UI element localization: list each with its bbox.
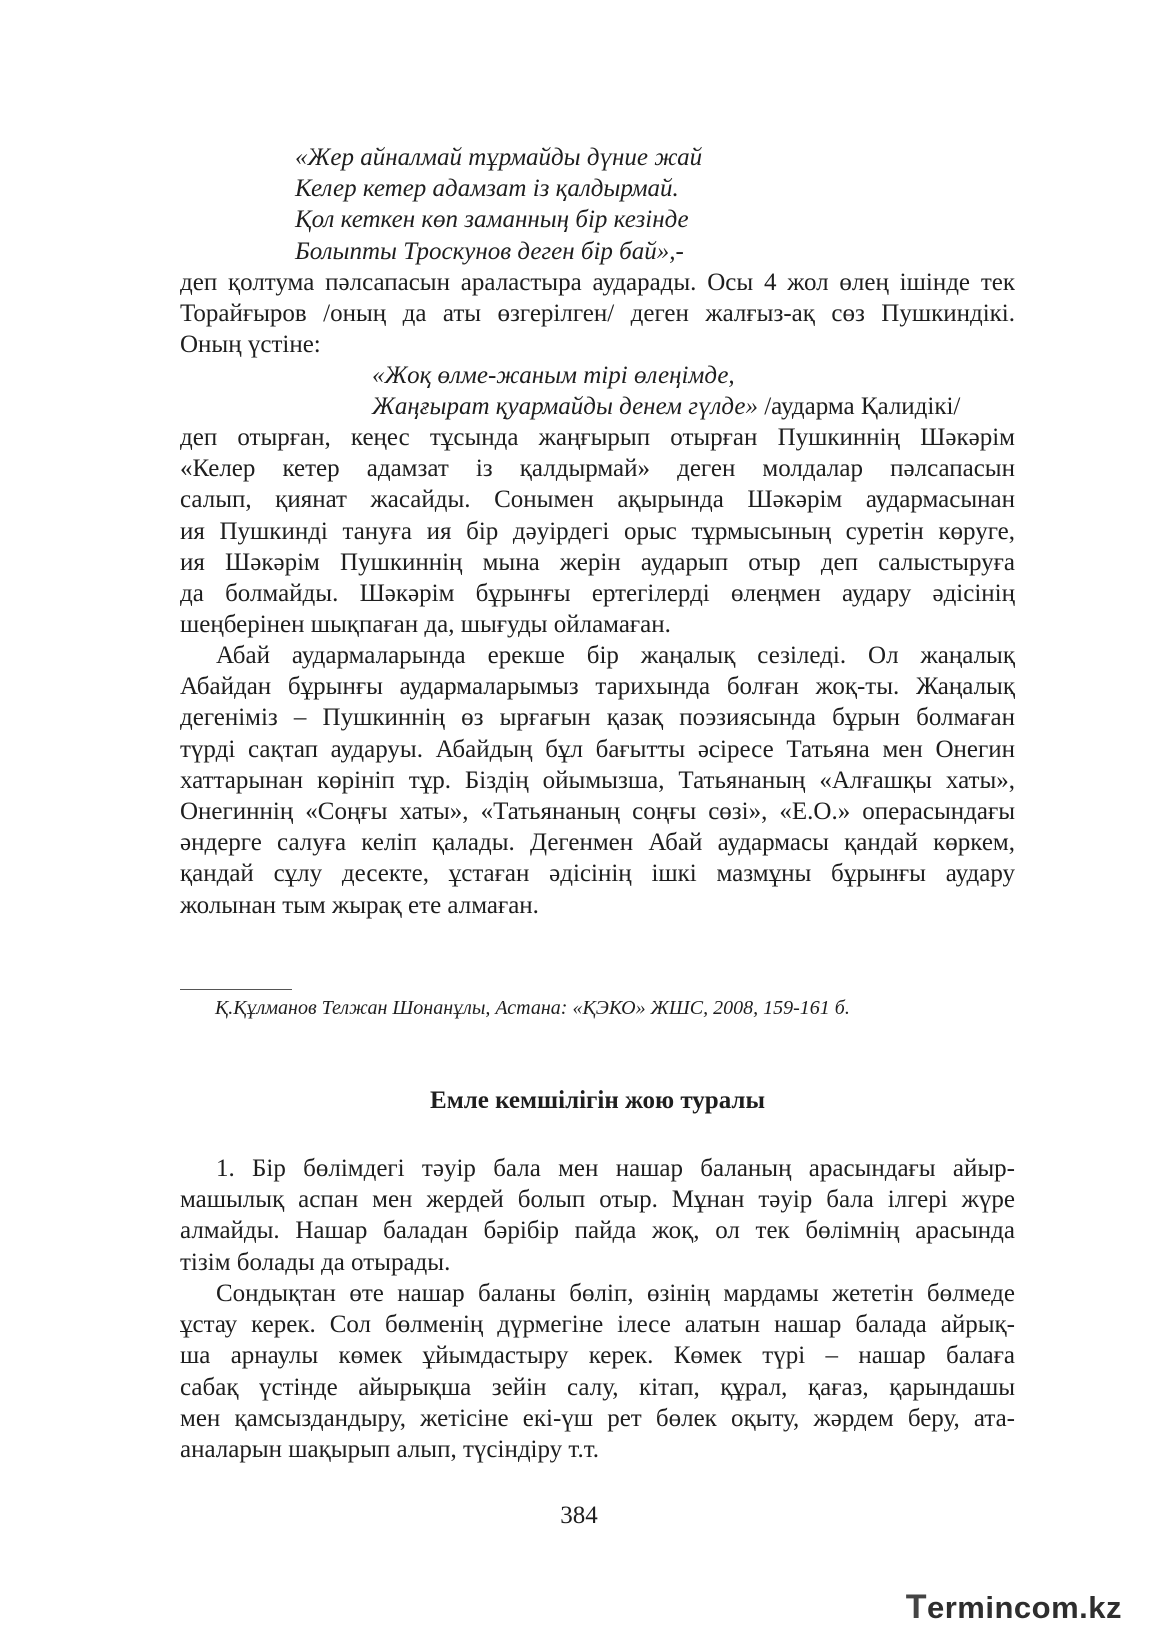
- text-line: Онегиннің «Соңғы хаты», «Татьянаның соңғы сөзі», «Е.О.» операсындағы: [180, 797, 1015, 825]
- text-line: 1. Бір бөлімдегі тәуір бала мен нашар баланың арасындағы айыр-: [216, 1155, 1015, 1182]
- text-line: хаттарынан көрініп тұр. Біздің ойымызша, Татьянаның «Алғашқы хаты»,: [180, 766, 1015, 794]
- text-line: тізім болады да отырады.: [180, 1248, 451, 1276]
- text-line: дегеніміз – Пушкиннің өз ырғағын қазақ поэзиясында бұрын болмаған: [180, 704, 1015, 732]
- text-line: жолынан тым жырақ ете алмаған.: [180, 891, 539, 919]
- paragraph-3: [180, 640, 1015, 921]
- text-line: ұстау керек. Сол бөлменің дүрмегіне ілесе алатын нашар балада айрық-: [180, 1311, 1015, 1339]
- section-heading: Емле кемшілігін жою туралы: [430, 1087, 765, 1114]
- text-line: «Келер кетер адамзат із қалдырмай» деген молдалар пәлсапасын: [180, 455, 1015, 483]
- translation-note: /аударма Қалидікі/: [757, 393, 961, 421]
- text-line: машылық аспан мен жердей болып отыр. Мұнан тәуір бала ілгері жүре: [180, 1186, 1015, 1214]
- logo-text: erminc: [926, 1590, 1032, 1625]
- paragraph-4: [180, 1153, 1015, 1278]
- poem-line: «Жер айналмай тұрмайды дүние жай: [295, 144, 703, 171]
- paragraph-2: [180, 422, 1015, 640]
- text-line: қандай сұлу десекте, ұстаған әдісінің ішкі мазмұны бұрынғы аудару: [180, 860, 1015, 888]
- page-number: 384: [560, 1502, 598, 1529]
- footnote-divider: [180, 989, 292, 990]
- text-line: Сондықтан өте нашар баланы бөліп, өзінің мардамы жететін бөлмеде: [216, 1280, 1015, 1307]
- poem-line-italic: Жаңғырат қуармайды денем гүлде»: [372, 393, 758, 421]
- logo-letter: T: [905, 1588, 927, 1626]
- poem-quote-2: [372, 360, 960, 422]
- footnote: Қ.Құлманов Телжан Шонанұлы, Астана: «ҚЭКО» ЖШС, 2008, 159-161 б.: [215, 997, 850, 1019]
- paragraph-1: [180, 267, 1015, 361]
- text-line: түрді сақтап аударуы. Абайдың бұл бағытты әсіресе Татьяна мен Онегин: [180, 735, 1015, 763]
- poem-line: Болыпты Троскунов деген бір бай»,-: [295, 237, 684, 265]
- text-line: Абай аудармаларында ерекше бір жаңалық сезіледі. Ол жаңалық: [216, 642, 1015, 669]
- poem-line: Қол кеткен көп заманның бір кезінде: [295, 206, 689, 234]
- text-line: мен қамсыздандыру, жетісіне екі-үш рет бөлек оқыту, жәрдем беру, ата-: [180, 1404, 1015, 1432]
- logo-text-end: m.kz: [1051, 1590, 1122, 1625]
- text-line: Оның үстіне:: [180, 331, 321, 359]
- text-line: алмайды. Нашар баладан бәрібір пайда жоқ, ол тек бөлімнің арасында: [180, 1217, 1015, 1245]
- text-line: ия Пушкинді тануға ия бір дәуірдегі орыс тұрмысының суретін көруге,: [180, 517, 1015, 545]
- text-line: Торайғыров /оның да аты өзгерілген/ деген жалғыз-ақ сөз Пушкиндікі.: [180, 300, 1015, 328]
- poem-line-with-note: [372, 391, 960, 422]
- text-line: деп отырған, кеңес тұсында жаңғырып отырған Пушкиннің Шәкәрім: [180, 424, 1015, 451]
- text-line: аналарын шақырып алып, түсіндіру т.т.: [180, 1435, 599, 1463]
- text-line: салып, қиянат жасайды. Сонымен ақырында Шәкәрім аудармасынан: [180, 486, 1015, 514]
- logo-o-icon: o: [1031, 1590, 1052, 1625]
- text-line: да болмайды. Шәкәрім бұрынғы ертегілерді өлеңмен аудару әдісінің: [180, 579, 1015, 607]
- poem-line: «Жоқ өлме-жаным тірі өлеңімде,: [372, 362, 735, 389]
- poem-quote-1: [295, 142, 702, 267]
- text-line: ия Шәкәрім Пушкиннің мына жерін аударып отыр деп салыстыруға: [180, 548, 1015, 576]
- text-line: Абайдан бұрынғы аудармаларымыз тарихында болған жоқ-ты. Жаңалық: [180, 673, 1015, 701]
- paragraph-5: [180, 1278, 1015, 1465]
- text-line: ша арнаулы көмек ұйымдастыру керек. Көмек түрі – нашар балаға: [180, 1342, 1015, 1370]
- text-line: деп қолтума пәлсапасын араластыра аударады. Осы 4 жол өлең ішінде тек: [180, 269, 1015, 296]
- text-line: шеңберінен шықпаған да, шығуды ойламаған.: [180, 611, 671, 639]
- text-line: әндерге салуға келіп қалады. Дегенмен Абай аудармасы қандай көркем,: [180, 829, 1015, 857]
- termincom-logo: [906, 1589, 1122, 1626]
- poem-line: Келер кетер адамзат із қалдырмай.: [295, 175, 679, 203]
- text-line: сабақ үстінде айырықша зейін салу, кітап, құрал, қағаз, қарындашы: [180, 1373, 1015, 1401]
